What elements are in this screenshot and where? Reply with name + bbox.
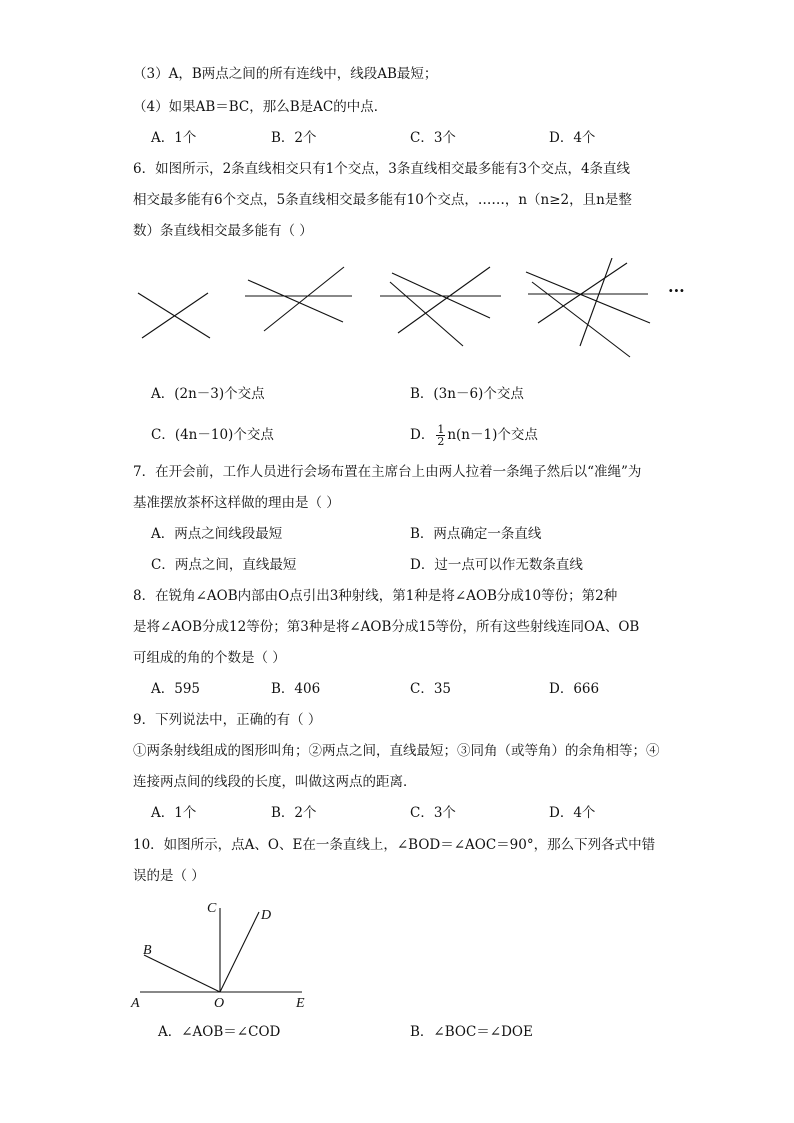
q6-fig2-line — [248, 280, 343, 322]
q6-fig4-line — [538, 263, 627, 323]
q8-option-b: B．406 — [271, 681, 321, 697]
q9-option-b: B．2个 — [271, 805, 317, 821]
q6-option-d — [410, 418, 538, 452]
q8-stem-line-1: 8．在锐角∠AOB内部由O点引出3种射线，第1种是将∠AOB分成10等份；第2种 — [133, 588, 618, 604]
q8-stem-line-3: 可组成的角的个数是（ ） — [133, 650, 286, 666]
q6-option-d-expression: n(n－1)个交点 — [447, 427, 538, 443]
q10-label-d: D — [261, 908, 272, 923]
q10-stem-line-2: 误的是（ ） — [133, 868, 205, 884]
q7-option-c: C．两点之间，直线最短 — [151, 557, 297, 573]
q8-option-d: D．666 — [549, 681, 600, 697]
q6-stem-line-2: 相交最多能有6个交点，5条直线相交最多能有10个交点，……，n（n≥2，且n是整 — [133, 192, 632, 208]
q6-lines-figure — [130, 258, 690, 366]
q10-label-o: O — [214, 996, 225, 1011]
q9-option-d: D．4个 — [549, 805, 596, 821]
q10-stem-line-1: 10．如图所示，点A、O、E在一条直线上，∠BOD＝∠AOC＝90°，那么下列各式中错 — [133, 837, 656, 853]
q10-label-e: E — [296, 996, 305, 1011]
q8-option-a: A．595 — [151, 681, 201, 697]
q6-option-b: B．(3n－6)个交点 — [410, 386, 524, 402]
q6-option-d-numerator: 1 — [437, 423, 445, 436]
q5-option-c: C．3个 — [410, 130, 456, 146]
q6-option-d-fraction — [436, 424, 445, 447]
q5-option-b: B．2个 — [271, 130, 317, 146]
q6-fig1-line — [142, 293, 208, 338]
q6-fig3-line — [390, 282, 463, 346]
q6-option-d-denominator: 2 — [437, 435, 445, 448]
q9-stem-line-2: ①两条射线组成的图形叫角；②两点之间，直线最短；③同角（或等角）的余角相等；④ — [133, 743, 660, 759]
q5-option-d: D．4个 — [549, 130, 596, 146]
q9-option-c: C．3个 — [410, 805, 456, 821]
q6-stem-line-3: 数）条直线相交最多能有（ ） — [133, 223, 313, 239]
q10-option-b: B．∠BOC＝∠DOE — [410, 1024, 533, 1040]
q6-fig1-line — [138, 293, 210, 338]
q6-stem-line-1: 6．如图所示，2条直线相交只有1个交点，3条直线相交最多能有3个交点，4条直线 — [133, 161, 631, 177]
q10-label-b: B — [143, 943, 152, 958]
q5-statement-3: （3）A，B两点之间的所有连线中，线段AB最短； — [133, 66, 438, 82]
q9-stem-line-1: 9．下列说法中，正确的有（ ） — [133, 712, 322, 728]
q6-fig4-line — [580, 258, 612, 346]
q5-option-a: A．1个 — [151, 130, 197, 146]
q6-fig4-line — [526, 272, 650, 323]
q10-ray-od — [220, 912, 259, 992]
q6-fig3-line — [398, 267, 490, 333]
q6-option-d-prefix: D． — [410, 427, 435, 443]
q7-option-b: B．两点确定一条直线 — [410, 526, 542, 542]
q10-label-a: A — [131, 996, 140, 1011]
q5-statement-4: （4）如果AB＝BC，那么B是AC的中点． — [133, 99, 388, 115]
q9-stem-line-3: 连接两点间的线段的长度，叫做这两点的距离． — [133, 774, 417, 790]
q7-stem-line-1: 7．在开会前，工作人员进行会场布置在主席台上由两人拉着一条绳子然后以“准绳”为 — [133, 464, 642, 480]
q7-option-d: D．过一点可以作无数条直线 — [410, 557, 583, 573]
q10-label-c: C — [207, 901, 217, 916]
q8-option-c: C．35 — [410, 681, 452, 697]
q6-option-c: C．(4n－10)个交点 — [151, 427, 274, 443]
q6-fig2-line — [264, 267, 344, 331]
q10-ray-ob — [144, 955, 220, 992]
q6-ellipsis: ··· — [668, 281, 685, 300]
q7-option-a: A．两点之间线段最短 — [151, 526, 283, 542]
q10-option-a: A．∠AOB＝∠COD — [158, 1024, 281, 1040]
q10-angle-figure — [128, 895, 318, 1015]
q9-option-a: A．1个 — [151, 805, 197, 821]
q6-fig4-line — [532, 282, 630, 357]
q6-option-a: A．(2n－3)个交点 — [151, 386, 265, 402]
q7-stem-line-2: 基准摆放茶杯这样做的理由是（ ） — [133, 495, 340, 511]
q8-stem-line-2: 是将∠AOB分成12等份；第3种是将∠AOB分成15等份，所有这些射线连同OA、OB — [133, 619, 640, 635]
